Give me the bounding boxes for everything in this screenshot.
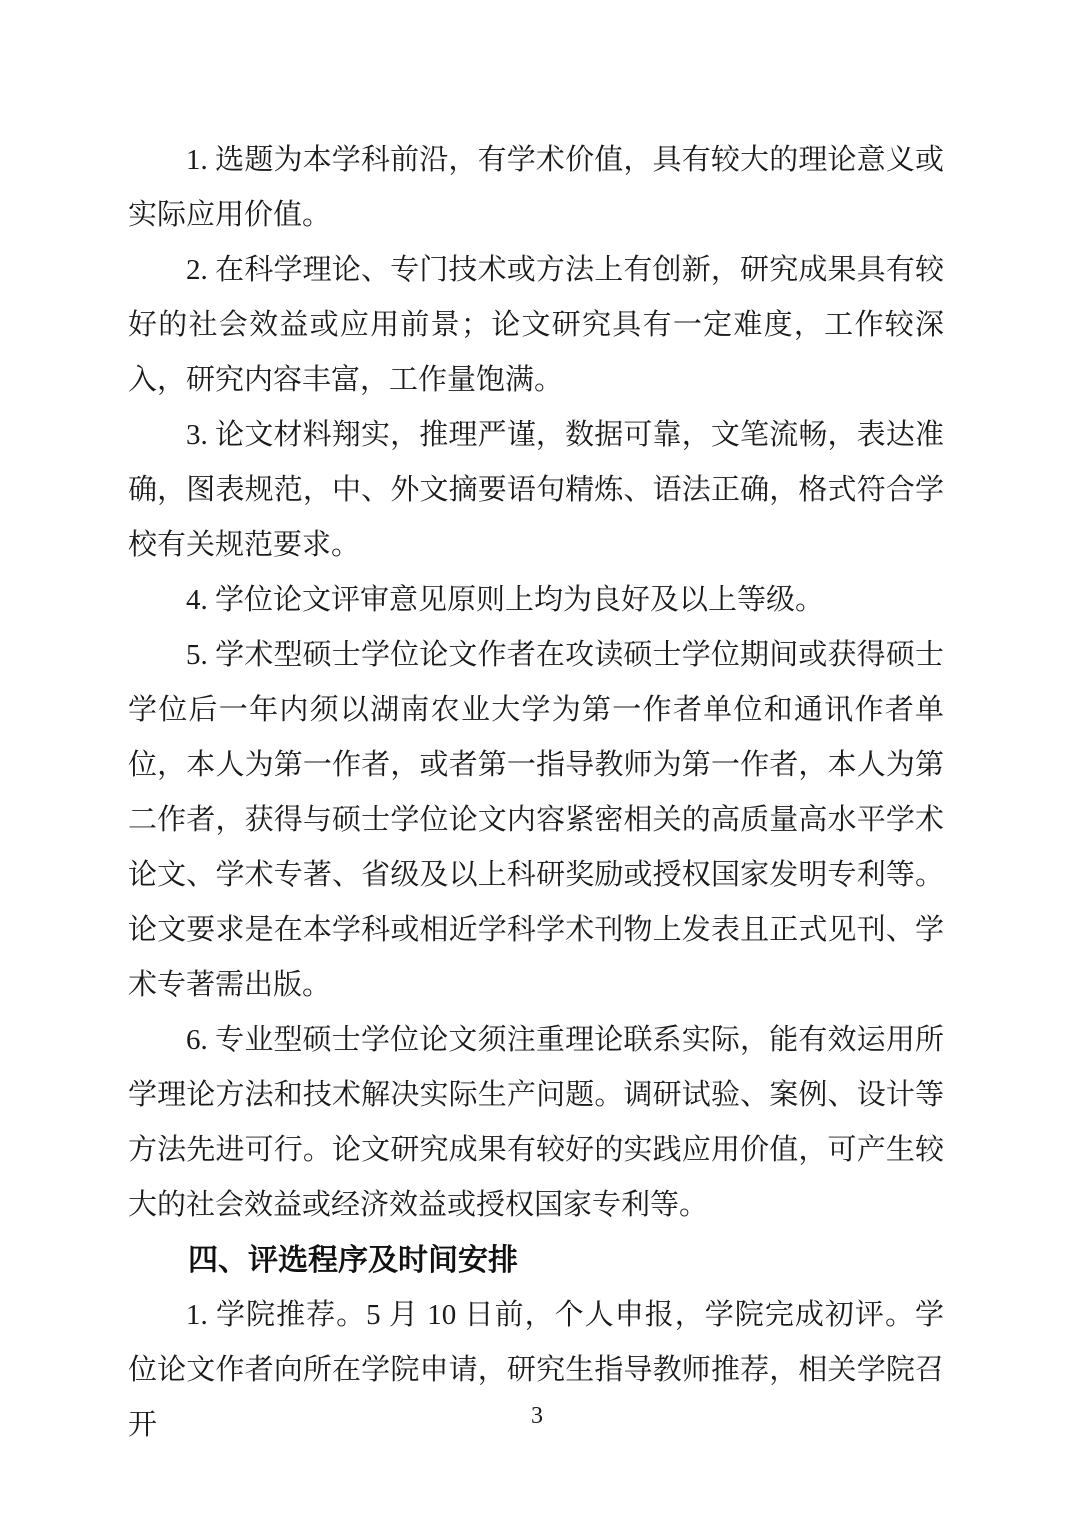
page-number: 3 — [531, 1403, 543, 1429]
section-heading: 四、评选程序及时间安排 — [188, 1244, 518, 1277]
body-paragraph-2: 2. 在科学理论、专门技术或方法上有创新，研究成果具有较好的社会效益或应用前景；论文研究具有一定难度，工作较深入，研究内容丰富，工作量饱满。 — [128, 254, 944, 396]
document-body — [128, 133, 944, 1453]
body-paragraph-5: 5. 学术型硕士学位论文作者在攻读硕士学位期间或获得硕士学位后一年内须以湖南农业大学为第一作者单位和通讯作者单位，本人为第一作者，或者第一指导教师为第一作者，本人为第二作者，获得与硕士学位论文内容紧密相关的高质量高水平学术论文、学术专著、省级及以上科研奖励或授权国家发明专利等。论文要求是在本学科或相近学科学术刊物上发表且正式见刊、学术专著需出版。 — [128, 639, 944, 1001]
body-paragraph-7: 1. 学院推荐。5 月 10 日前，个人申报，学院完成初评。学位论文作者向所在学院申请，研究生指导教师推荐，相关学院召开 — [128, 1299, 944, 1441]
body-paragraph-4: 4. 学位论文评审意见原则上均为良好及以上等级。 — [186, 584, 825, 616]
body-paragraph-3: 3. 论文材料翔实，推理严谨，数据可靠，文笔流畅，表达准确，图表规范，中、外文摘要语句精炼、语法正确，格式符合学校有关规范要求。 — [128, 419, 944, 561]
body-paragraph-1: 1. 选题为本学科前沿，有学术价值，具有较大的理论意义或实际应用价值。 — [128, 144, 944, 231]
body-paragraph-6: 6. 专业型硕士学位论文须注重理论联系实际，能有效运用所学理论方法和技术解决实际生产问题。调研试验、案例、设计等方法先进可行。论文研究成果有较好的实践应用价值，可产生较大的社会效益或经济效益或授权国家专利等。 — [128, 1024, 944, 1221]
